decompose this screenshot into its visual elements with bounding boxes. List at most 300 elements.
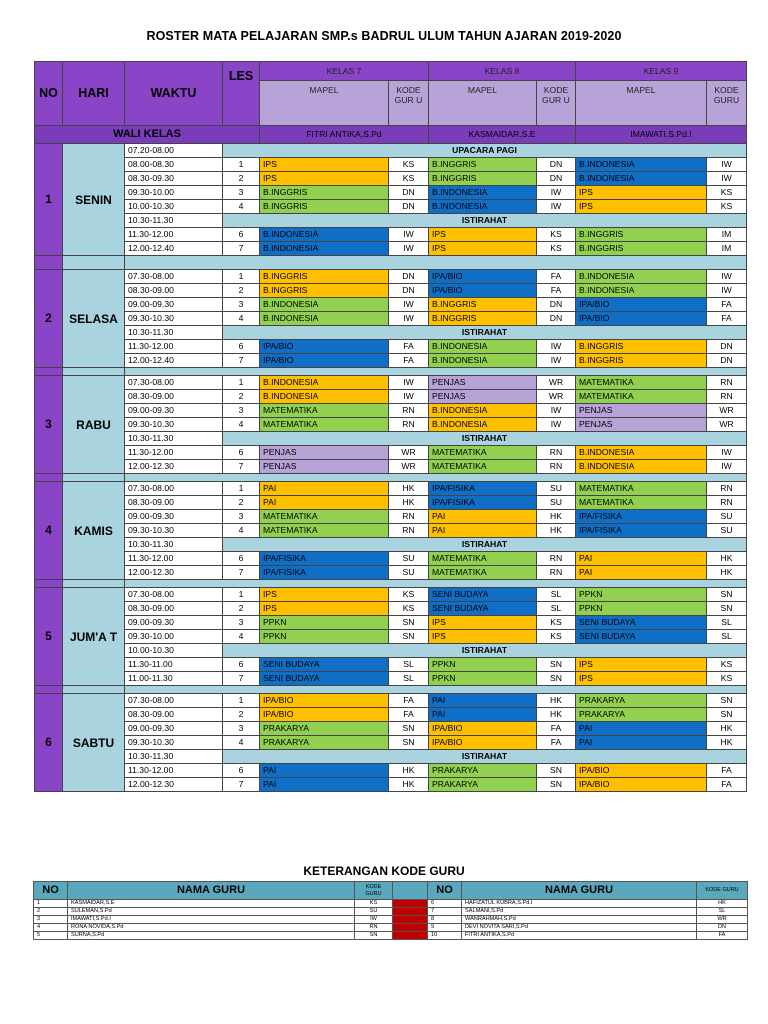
schedule-row: [35, 376, 747, 390]
separator-rest-cell: [125, 368, 747, 376]
time-cell: 11.30-12.00: [125, 340, 223, 354]
time-cell: 08.30-09.00: [125, 496, 223, 510]
time-cell: 08.30-09.30: [125, 172, 223, 186]
kode-guru-kelas-8: FA: [537, 284, 576, 298]
keterangan-row: [34, 900, 748, 908]
kode-guru-kelas-8: KS: [537, 616, 576, 630]
time-cell: 09.30-10.30: [125, 312, 223, 326]
mapel-kelas-9: B.INGGRIS: [576, 242, 707, 256]
schedule-row: [35, 524, 747, 538]
guru-nama: RONA NOVIDA,S.Pd: [68, 924, 355, 932]
day-number: 2: [35, 270, 63, 368]
kode-guru-kelas-9: WR: [707, 404, 747, 418]
mapel-kelas-7: B.INDONESIA: [260, 312, 389, 326]
mapel-kelas-7: SENI BUDAYA: [260, 672, 389, 686]
mapel-kelas-9: B.INDONESIA: [576, 270, 707, 284]
mapel-kelas-7: SENI BUDAYA: [260, 658, 389, 672]
schedule-row: [35, 510, 747, 524]
mapel-kelas-8: IPA/BIO: [429, 736, 537, 750]
kode-guru-kelas-9: IW: [707, 284, 747, 298]
time-cell: 12.00-12.30: [125, 460, 223, 474]
mapel-kelas-9: PPKN: [576, 602, 707, 616]
mapel-kelas-7: B.INGGRIS: [260, 270, 389, 284]
guru-kode: SU: [355, 908, 393, 916]
wali-kelas-7: FITRI ANTIKA,S.Pd: [260, 126, 429, 144]
schedule-row: [35, 312, 747, 326]
mapel-kelas-9: IPA/FISIKA: [576, 510, 707, 524]
separator-day-cell: [63, 368, 125, 376]
les-cell: 2: [223, 284, 260, 298]
ket-header-no-left: NO: [34, 882, 68, 900]
schedule-row: [35, 354, 747, 368]
wali-kelas-8: KASMAIDAR,S.E: [429, 126, 576, 144]
guru-nama: FITRI ANTIKA,S.Pd: [462, 932, 697, 940]
kode-guru-kelas-9: DN: [707, 354, 747, 368]
les-cell: 1: [223, 270, 260, 284]
day-name: JUM'A T: [63, 588, 125, 686]
header-waktu: WAKTU: [125, 62, 223, 126]
time-cell: 08.30-09.00: [125, 708, 223, 722]
kode-guru-kelas-9: KS: [707, 200, 747, 214]
guru-kode: RN: [355, 924, 393, 932]
schedule-row: [35, 200, 747, 214]
separator-rest-cell: [125, 580, 747, 588]
mapel-kelas-9: PAI: [576, 552, 707, 566]
separator-no-cell: [35, 686, 63, 694]
kode-guru-kelas-9: RN: [707, 376, 747, 390]
mapel-kelas-7: PENJAS: [260, 460, 389, 474]
guru-no: 7: [428, 908, 462, 916]
mapel-kelas-8: B.INGGRIS: [429, 158, 537, 172]
les-cell: 4: [223, 200, 260, 214]
kode-guru-kelas-7: WR: [389, 460, 429, 474]
les-cell: 6: [223, 764, 260, 778]
separator-rest-cell: [125, 474, 747, 482]
separator-day-cell: [63, 580, 125, 588]
mapel-kelas-8: IPS: [429, 228, 537, 242]
guru-kode: HK: [697, 900, 748, 908]
kode-guru-kelas-9: RN: [707, 496, 747, 510]
kode-guru-kelas-7: FA: [389, 694, 429, 708]
kode-guru-kelas-8: RN: [537, 460, 576, 474]
les-cell: 4: [223, 418, 260, 432]
schedule-row: [35, 616, 747, 630]
mapel-kelas-8: SENI BUDAYA: [429, 602, 537, 616]
guru-nama: WANRAHMAH,S.Pd: [462, 916, 697, 924]
mapel-kelas-9: B.INGGRIS: [576, 340, 707, 354]
kode-guru-kelas-7: RN: [389, 418, 429, 432]
day-separator: [35, 474, 747, 482]
schedule-row: [35, 722, 747, 736]
mapel-kelas-9: PAI: [576, 566, 707, 580]
mapel-kelas-9: B.INGGRIS: [576, 228, 707, 242]
day-number: 4: [35, 482, 63, 580]
time-cell: 07.20-08.00: [125, 144, 223, 158]
les-cell: 2: [223, 390, 260, 404]
mapel-kelas-7: IPS: [260, 602, 389, 616]
kode-guru-kelas-7: HK: [389, 496, 429, 510]
separator-rest-cell: [125, 686, 747, 694]
day-name: RABU: [63, 376, 125, 474]
schedule-row: [35, 672, 747, 686]
mapel-kelas-8: B.INGGRIS: [429, 298, 537, 312]
kode-guru-kelas-7: RN: [389, 510, 429, 524]
guru-no: 1: [34, 900, 68, 908]
schedule-row: [35, 482, 747, 496]
kode-guru-kelas-8: KS: [537, 228, 576, 242]
kode-guru-kelas-7: SN: [389, 736, 429, 750]
guru-no: 4: [34, 924, 68, 932]
mapel-kelas-9: PENJAS: [576, 418, 707, 432]
kode-guru-kelas-9: SN: [707, 602, 747, 616]
time-cell: 10.00-10.30: [125, 644, 223, 658]
day-name: KAMIS: [63, 482, 125, 580]
ket-header-no-right: NO: [428, 882, 462, 900]
mapel-kelas-7: IPA/BIO: [260, 354, 389, 368]
mapel-kelas-9: MATEMATIKA: [576, 390, 707, 404]
time-cell: 12.00-12.30: [125, 566, 223, 580]
mapel-kelas-9: MATEMATIKA: [576, 376, 707, 390]
spacer-cell: [393, 916, 428, 924]
kode-guru-kelas-9: RN: [707, 482, 747, 496]
les-cell: 2: [223, 172, 260, 186]
schedule-row: [35, 778, 747, 792]
guru-no: 3: [34, 916, 68, 924]
kode-guru-kelas-7: HK: [389, 482, 429, 496]
mapel-kelas-7: MATEMATIKA: [260, 510, 389, 524]
kode-guru-kelas-7: DN: [389, 284, 429, 298]
day-name: SENIN: [63, 144, 125, 256]
mapel-kelas-7: PRAKARYA: [260, 736, 389, 750]
les-cell: 4: [223, 630, 260, 644]
mapel-kelas-9: PRAKARYA: [576, 694, 707, 708]
kode-guru-kelas-7: HK: [389, 764, 429, 778]
break-cell: ISTIRAHAT: [223, 326, 747, 340]
ket-header-kode-right: KODE GURU: [697, 882, 748, 900]
mapel-kelas-8: MATEMATIKA: [429, 460, 537, 474]
separator-rest-cell: [125, 256, 747, 270]
ket-header-nama-right: NAMA GURU: [462, 882, 697, 900]
guru-nama: KASMAIDAR,S.E: [68, 900, 355, 908]
schedule-row: [35, 284, 747, 298]
time-cell: 09.00-09.30: [125, 298, 223, 312]
mapel-kelas-9: B.INDONESIA: [576, 172, 707, 186]
mapel-kelas-8: PAI: [429, 708, 537, 722]
mapel-kelas-7: PPKN: [260, 616, 389, 630]
kode-guru-kelas-8: HK: [537, 524, 576, 538]
kode-guru-kelas-8: FA: [537, 736, 576, 750]
les-cell: 6: [223, 658, 260, 672]
les-cell: 1: [223, 376, 260, 390]
mapel-kelas-7: IPA/BIO: [260, 708, 389, 722]
guru-kode: FA: [697, 932, 748, 940]
les-cell: 1: [223, 482, 260, 496]
time-cell: 10.00-10.30: [125, 200, 223, 214]
mapel-kelas-7: B.INGGRIS: [260, 284, 389, 298]
ket-header-spacer: [393, 882, 428, 900]
break-cell: UPACARA PAGI: [223, 144, 747, 158]
break-cell: ISTIRAHAT: [223, 432, 747, 446]
kode-guru-kelas-7: IW: [389, 298, 429, 312]
time-cell: 11.30-12.00: [125, 764, 223, 778]
mapel-kelas-9: IPA/BIO: [576, 298, 707, 312]
mapel-kelas-8: PAI: [429, 694, 537, 708]
les-cell: 7: [223, 566, 260, 580]
guru-kode: IW: [355, 916, 393, 924]
mapel-kelas-8: PRAKARYA: [429, 764, 537, 778]
kode-guru-kelas-9: KS: [707, 186, 747, 200]
les-cell: 1: [223, 588, 260, 602]
kode-guru-kelas-8: RN: [537, 552, 576, 566]
mapel-kelas-7: MATEMATIKA: [260, 524, 389, 538]
kode-guru-kelas-9: FA: [707, 298, 747, 312]
schedule-row: [35, 298, 747, 312]
kode-guru-kelas-8: HK: [537, 708, 576, 722]
wali-kelas-row: [35, 126, 747, 144]
kode-guru-kelas-9: DN: [707, 340, 747, 354]
les-cell: 6: [223, 340, 260, 354]
guru-kode: KS: [355, 900, 393, 908]
kode-guru-kelas-8: IW: [537, 354, 576, 368]
schedule-row: [35, 496, 747, 510]
kode-guru-kelas-8: SL: [537, 588, 576, 602]
time-cell: 11.30-11.00: [125, 658, 223, 672]
les-cell: 1: [223, 694, 260, 708]
schedule-row: [35, 602, 747, 616]
time-cell: 11.30-12.00: [125, 228, 223, 242]
kode-guru-kelas-7: FA: [389, 708, 429, 722]
kode-guru-kelas-9: SL: [707, 616, 747, 630]
time-cell: 10.30-11.30: [125, 750, 223, 764]
les-cell: 6: [223, 552, 260, 566]
roster-table: [34, 61, 747, 792]
header-kelas-8: KELAS 8: [429, 62, 576, 81]
kode-guru-kelas-9: IM: [707, 228, 747, 242]
spacer-cell: [393, 924, 428, 932]
kode-guru-kelas-8: DN: [537, 158, 576, 172]
kode-guru-kelas-9: KS: [707, 658, 747, 672]
mapel-kelas-7: B.INGGRIS: [260, 186, 389, 200]
mapel-kelas-9: IPA/FISIKA: [576, 524, 707, 538]
kode-guru-kelas-7: FA: [389, 340, 429, 354]
separator-no-cell: [35, 368, 63, 376]
les-cell: 3: [223, 404, 260, 418]
mapel-kelas-8: SENI BUDAYA: [429, 588, 537, 602]
time-cell: 10.30-11.30: [125, 538, 223, 552]
kode-guru-kelas-7: SL: [389, 658, 429, 672]
page-title: ROSTER MATA PELAJARAN SMP.s BADRUL ULUM TAHUN AJARAN 2019-2020: [146, 29, 622, 43]
separator-no-cell: [35, 474, 63, 482]
kode-guru-kelas-9: IW: [707, 270, 747, 284]
schedule-row: [35, 630, 747, 644]
les-cell: 4: [223, 312, 260, 326]
mapel-kelas-9: MATEMATIKA: [576, 482, 707, 496]
kode-guru-kelas-9: HK: [707, 552, 747, 566]
schedule-row: [35, 340, 747, 354]
mapel-kelas-8: B.INDONESIA: [429, 418, 537, 432]
kode-guru-kelas-8: IW: [537, 418, 576, 432]
keterangan-title: KETERANGAN KODE GURU: [303, 864, 465, 878]
mapel-kelas-8: IPA/FISIKA: [429, 496, 537, 510]
les-cell: 3: [223, 722, 260, 736]
mapel-kelas-8: B.INDONESIA: [429, 404, 537, 418]
guru-no: 6: [428, 900, 462, 908]
time-cell: 09.00-09.30: [125, 404, 223, 418]
mapel-kelas-9: IPA/BIO: [576, 778, 707, 792]
mapel-kelas-9: B.INDONESIA: [576, 460, 707, 474]
mapel-kelas-7: IPS: [260, 588, 389, 602]
mapel-kelas-8: PRAKARYA: [429, 778, 537, 792]
time-cell: 09.00-09.30: [125, 722, 223, 736]
mapel-kelas-7: B.INGGRIS: [260, 200, 389, 214]
mapel-kelas-7: PAI: [260, 496, 389, 510]
kode-guru-kelas-7: SN: [389, 630, 429, 644]
kode-guru-kelas-7: KS: [389, 158, 429, 172]
les-cell: 7: [223, 778, 260, 792]
wali-kelas-9: IMAWATI,S.Pd.I: [576, 126, 747, 144]
kode-guru-kelas-9: WR: [707, 418, 747, 432]
mapel-kelas-8: B.INGGRIS: [429, 172, 537, 186]
les-cell: 2: [223, 602, 260, 616]
kode-guru-kelas-7: KS: [389, 602, 429, 616]
schedule-row: [35, 144, 747, 158]
mapel-kelas-8: IPA/BIO: [429, 284, 537, 298]
day-number: 1: [35, 144, 63, 256]
kode-guru-kelas-9: SL: [707, 630, 747, 644]
mapel-kelas-7: IPA/BIO: [260, 694, 389, 708]
kode-guru-kelas-8: SU: [537, 496, 576, 510]
time-cell: 07.30-08.00: [125, 270, 223, 284]
time-cell: 08.30-09.00: [125, 390, 223, 404]
kode-guru-kelas-7: WR: [389, 446, 429, 460]
kode-guru-kelas-9: FA: [707, 764, 747, 778]
mapel-kelas-7: B.INDONESIA: [260, 228, 389, 242]
mapel-kelas-7: PAI: [260, 778, 389, 792]
mapel-kelas-9: IPS: [576, 658, 707, 672]
les-cell: 3: [223, 510, 260, 524]
day-name: SABTU: [63, 694, 125, 792]
mapel-kelas-8: IPA/BIO: [429, 270, 537, 284]
kode-guru-kelas-8: IW: [537, 186, 576, 200]
time-cell: 07.30-08.00: [125, 694, 223, 708]
mapel-kelas-7: B.INDONESIA: [260, 242, 389, 256]
mapel-kelas-9: SENI BUDAYA: [576, 630, 707, 644]
time-cell: 11.00-11.30: [125, 672, 223, 686]
keterangan-row: [34, 916, 748, 924]
header-mapel-9: MAPEL: [576, 81, 707, 126]
time-cell: 07.30-08.00: [125, 482, 223, 496]
mapel-kelas-7: PRAKARYA: [260, 722, 389, 736]
schedule-row: [35, 446, 747, 460]
kode-guru-kelas-9: SN: [707, 708, 747, 722]
kode-guru-kelas-7: SU: [389, 552, 429, 566]
guru-no: 2: [34, 908, 68, 916]
separator-no-cell: [35, 580, 63, 588]
header-kelas-9: KELAS 9: [576, 62, 747, 81]
les-cell: 1: [223, 158, 260, 172]
time-cell: 07.30-08.00: [125, 588, 223, 602]
guru-no: 10: [428, 932, 462, 940]
mapel-kelas-7: IPA/BIO: [260, 340, 389, 354]
mapel-kelas-9: IPA/BIO: [576, 764, 707, 778]
day-number: 3: [35, 376, 63, 474]
kode-guru-kelas-9: SU: [707, 524, 747, 538]
kode-guru-kelas-8: DN: [537, 298, 576, 312]
kode-guru-kelas-9: HK: [707, 566, 747, 580]
schedule-row: [35, 764, 747, 778]
mapel-kelas-8: PPKN: [429, 672, 537, 686]
header-mapel-7: MAPEL: [260, 81, 389, 126]
kode-guru-kelas-9: RN: [707, 390, 747, 404]
mapel-kelas-8: IPS: [429, 630, 537, 644]
kode-guru-kelas-9: SN: [707, 588, 747, 602]
schedule-row: [35, 538, 747, 552]
kode-guru-kelas-8: SU: [537, 482, 576, 496]
mapel-kelas-9: MATEMATIKA: [576, 496, 707, 510]
mapel-kelas-7: IPA/FISIKA: [260, 552, 389, 566]
day-number: 6: [35, 694, 63, 792]
kode-guru-kelas-9: HK: [707, 722, 747, 736]
kode-guru-kelas-7: IW: [389, 228, 429, 242]
spacer-cell: [393, 908, 428, 916]
kode-guru-kelas-7: IW: [389, 242, 429, 256]
mapel-kelas-8: MATEMATIKA: [429, 566, 537, 580]
kode-guru-kelas-7: SN: [389, 722, 429, 736]
kode-guru-kelas-7: IW: [389, 312, 429, 326]
kode-guru-kelas-9: SN: [707, 694, 747, 708]
day-separator: [35, 256, 747, 270]
kode-guru-kelas-9: IW: [707, 158, 747, 172]
kode-guru-kelas-8: DN: [537, 172, 576, 186]
kode-guru-kelas-7: SL: [389, 672, 429, 686]
time-cell: 10.30-11.30: [125, 214, 223, 228]
guru-kode: SN: [355, 932, 393, 940]
kode-guru-kelas-8: RN: [537, 446, 576, 460]
mapel-kelas-7: B.INDONESIA: [260, 298, 389, 312]
time-cell: 12.00-12.30: [125, 778, 223, 792]
les-cell: 7: [223, 242, 260, 256]
mapel-kelas-9: B.INDONESIA: [576, 446, 707, 460]
header-row: [35, 62, 747, 81]
time-cell: 10.30-11.30: [125, 326, 223, 340]
guru-nama: SALMANI,S.Pd: [462, 908, 697, 916]
kode-guru-kelas-9: IW: [707, 460, 747, 474]
kode-guru-kelas-9: FA: [707, 312, 747, 326]
time-cell: 08.00-08.30: [125, 158, 223, 172]
kode-guru-kelas-8: SN: [537, 658, 576, 672]
kode-guru-kelas-9: IW: [707, 172, 747, 186]
kode-guru-kelas-7: DN: [389, 186, 429, 200]
kode-guru-kelas-8: IW: [537, 340, 576, 354]
mapel-kelas-8: B.INDONESIA: [429, 200, 537, 214]
mapel-kelas-9: PRAKARYA: [576, 708, 707, 722]
mapel-kelas-8: IPS: [429, 242, 537, 256]
kode-guru-kelas-7: HK: [389, 778, 429, 792]
header-kelas-7: KELAS 7: [260, 62, 429, 81]
mapel-kelas-7: IPS: [260, 172, 389, 186]
schedule-row: [35, 552, 747, 566]
mapel-kelas-7: IPS: [260, 158, 389, 172]
separator-day-cell: [63, 474, 125, 482]
header-kode-8: KODE GUR U: [537, 81, 576, 126]
mapel-kelas-8: PPKN: [429, 658, 537, 672]
time-cell: 09.00-09.30: [125, 616, 223, 630]
kode-guru-kelas-8: FA: [537, 722, 576, 736]
guru-nama: IMAWATI,S.Pd.I: [68, 916, 355, 924]
schedule-row: [35, 736, 747, 750]
mapel-kelas-8: IPA/FISIKA: [429, 482, 537, 496]
mapel-kelas-7: B.INDONESIA: [260, 390, 389, 404]
